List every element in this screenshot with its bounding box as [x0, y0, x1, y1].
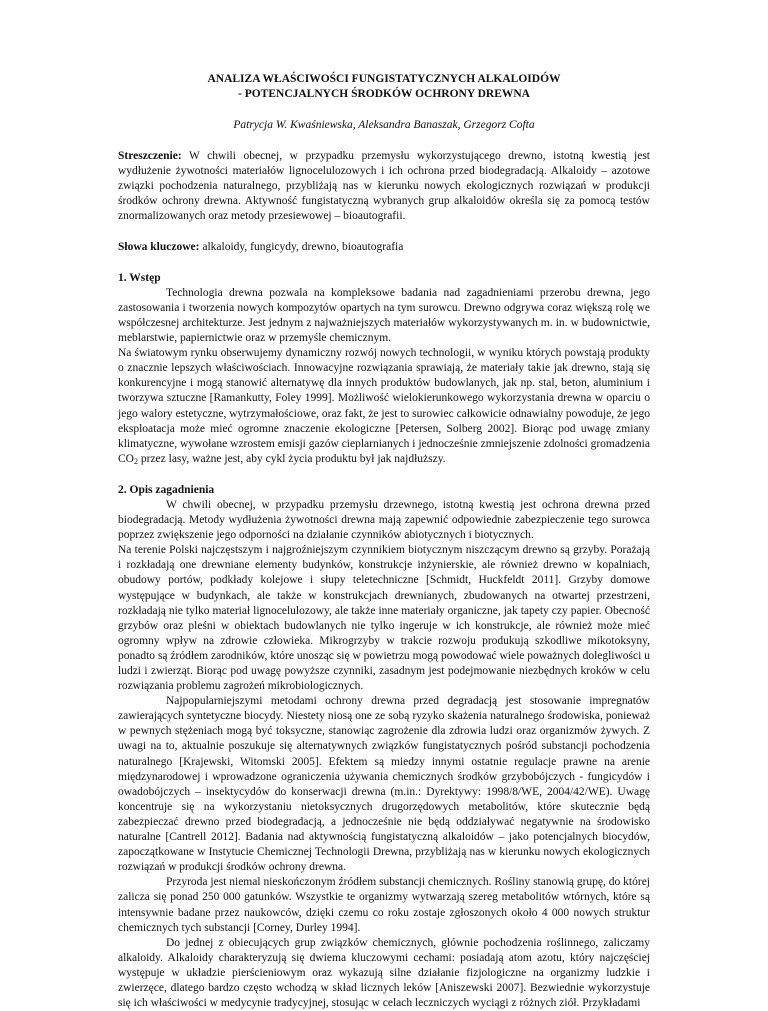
abstract-label: Streszczenie: — [118, 150, 182, 163]
section-2-paragraph-5: Do jednej z obiecujących grup związków chemicznych, głównie pochodzenia roślinnego, zaliczamy alkaloidy. Alkaloidy charakteryzują się dwiema kluczowymi cechami: posiadają atom azotu, który najczęściej występuje w układzie pierścieniowym oraz wykazują silne działanie fizjologiczne na organizmy ludzkie i zwierzęce, dlatego bardzo często wchodzą w skład licznych leków [Aniszewski 2007]. Bezwiednie wykorzystuje się ich właściwości w medycynie tradycyjnej, stosując w celach leczniczych wyciągi z różnych ziół. Przykładami — [118, 936, 650, 1010]
co2-subscript: 2 — [133, 456, 138, 466]
title-line-1: ANALIZA WŁAŚCIWOŚCI FUNGISTATYCZNYCH ALKALOIDÓW — [207, 73, 561, 85]
section-2-paragraph-4: Przyroda jest niemal nieskończonym źródłem substancji chemicznych. Rośliny stanowią grupę, do której zalicza się ponad 250 000 gatunków. Wszystkie te organizmy wytwarzają szereg metabolitów wtórnych, które są intensywnie badane przez naukowców, dzięki czemu co roku zostaje zgłoszonych około 4 000 nowych struktur chemicznych tych substancji [Corney, Durley 1994]. — [118, 876, 650, 934]
keywords — [118, 240, 650, 255]
title-line-2: - POTENCJALNYCH ŚRODKÓW OCHRONY DREWNA — [238, 88, 530, 100]
keywords-text: alkaloidy, fungicydy, drewno, bioautografia — [199, 240, 404, 253]
abstract — [118, 149, 650, 224]
section-1-heading: 1. Wstęp — [118, 271, 161, 284]
section-2-paragraph-2: Na terenie Polski najczęstszym i najgroźniejszym czynnikiem biotycznym niszczącym drewno są grzyby. Porażają i rozkładają one drewniane elementy budynków, konstrukcje inżynierskie, ale również drewno w kopalniach, obudowy portów, podkłady kolejowe i słupy teletechniczne [Schmidt, Huckfeldt 2011]. Grzyby domowe występujące w budynkach, ale także w konstrukcjach drewnianych, zbudowanych na otwartej przestrzeni, rozkładają nie tylko materiał lignocelulozowy, ale także inne materiały organiczne, jak tapety czy papier. Obecność grzybów oraz pleśni w obiektach budowlanych nie tylko ingeruje w ich konstrukcje, ale również może mieć ogromny wpływ na zdrowie człowieka. Mikrogrzyby w trakcie rozwoju produkują szkodliwe mikotoksyny, ponadto są źródłem zarodników, które unosząc się w powietrzu mogą powodować wiele poważnych dolegliwości u ludzi i zwierząt. Biorąc pod uwagę powyższe czynniki, zasadnym jest podejmowanie niezbędnych kroków w celu rozwiązania problemu zagrożeń mikrobiologicznych. — [118, 544, 650, 693]
keywords-label: Słowa kluczowe: — [118, 240, 200, 253]
section-1-paragraph-2 — [118, 346, 650, 467]
s1-p2-text-b: przez lasy, ważne jest, aby cykl życia produktu był jak najdłuższy. — [137, 452, 446, 465]
abstract-text: W chwili obecnej, w przypadku przemysłu wykorzystującego drewno, istotną kwestią jest wydłużenie żywotności materiałów lignocelulozowych i ich ochrona przed biodegradacją. Alkaloidy – azotowe związki pochodzenia naturalnego, przybliżają nas w kierunku nowych ekologicznych rozwiązań w produkcji środków ochrony drewna. Aktywność fungistatyczną wybranych grup alkaloidów określa się za pomocą testów znormalizowanych oraz metody przesiewowej – bioautografii. — [118, 150, 650, 223]
section-1-paragraph-1: Technologia drewna pozwala na kompleksowe badania nad zagadnieniami przerobu drewna, jego zastosowania i tworzenia nowych kompozytów opartych na tym surowcu. Drewno odgrywa coraz większą rolę we współczesnej architekturze. Jest jednym z najważniejszych materiałów wykorzystywanych m. in. w budownictwie, meblarstwie, papiernictwie oraz w przemyśle chemicznym. — [118, 286, 650, 345]
section-2-paragraph-3: Najpopularniejszymi metodami ochrony drewna przed degradacją jest stosowanie impregnatów zawierających syntetyczne biocydy. Niestety niosą one ze sobą ryzyko skażenia naturalnego środowiska, ponieważ w pewnych stężeniach mogą być toksyczne, stanowiąc zagrożenie dla zdrowia ludzi oraz organizmów żywych. Z uwagi na to, aktualnie poszukuje się alternatywnych związków fungistatycznych pośród substancji pochodzenia naturalnego [Krajewski, Witomski 2005]. Efektem są miedzy innymi ostatnie regulacje prawne na arenie międzynarodowej i wprowadzone ograniczenia używania chemicznych środków grzybobójczych - fungicydów i owadobójczych – insektycydów do konserwacji drewna (m.in.: Dyrektywy: 1998/8/WE, 2004/42/WE). Uwagę koncentruje się na wykorzystaniu nietoksycznych drugorzędowych metabolitów, które skutecznie będą zabezpieczać drewno przed biodegradacją, a jednocześnie nie będą oddziaływać negatywnie na środowisko naturalne [Cantrell 2012]. Badania nad aktywnością fungistatyczną alkaloidów – jako potencjalnych biocydów, zapoczątkowane w Instytucie Chemicznej Technologii Drewna, przybliżają nas w kierunku nowych ekologicznych rozwiązań w produkcji środków ochrony drewna. — [118, 695, 650, 874]
authors: Patrycja W. Kwaśniewska, Aleksandra Banaszak, Grzegorz Cofta — [233, 119, 535, 131]
s1-p2-text-a: Na światowym rynku obserwujemy dynamiczny rozwój nowych technologii, w wyniku których powstają produkty o znacznie lepszych właściwościach. Innowacyjne rozwiązania sprawiają, że materiały takie jak drewno, stają się konkurencyjne i mogą stanowić alternatywę dla innych produktów budowlanych, jak np. stal, beton, aluminium i tworzywa sztuczne [Ramankutty, Foley 1999]. Możliwość wielokierunkowego wykorzystania drewna w oparciu o jego walory estetyczne, wytrzymałościowe, oraz fakt, że jest to surowiec całkowicie odnawialny powoduje, że jego eksploatacja może mieć ogromne znaczenie ekologiczne [Petersen, Solberg 2002]. Biorąc pod uwagę zmiany klimatyczne, wywołane wzrostem emisji gazów cieplarnianych i jednocześnie zmniejszenie zdolności gromadzenia CO — [118, 347, 650, 465]
section-2-heading: 2. Opis zagadnienia — [118, 483, 215, 496]
section-2-paragraph-1: W chwili obecnej, w przypadku przemysłu drzewnego, istotną kwestią jest ochrona drewna przed biodegradacją. Metody wydłużenia żywotności drewna mają zapewnić odpowiednie zabezpieczenie tego surowca poprzez zwiększenie jego odporności na działanie czynników abiotycznych i biotycznych. — [118, 498, 650, 542]
paper-title — [118, 72, 650, 102]
